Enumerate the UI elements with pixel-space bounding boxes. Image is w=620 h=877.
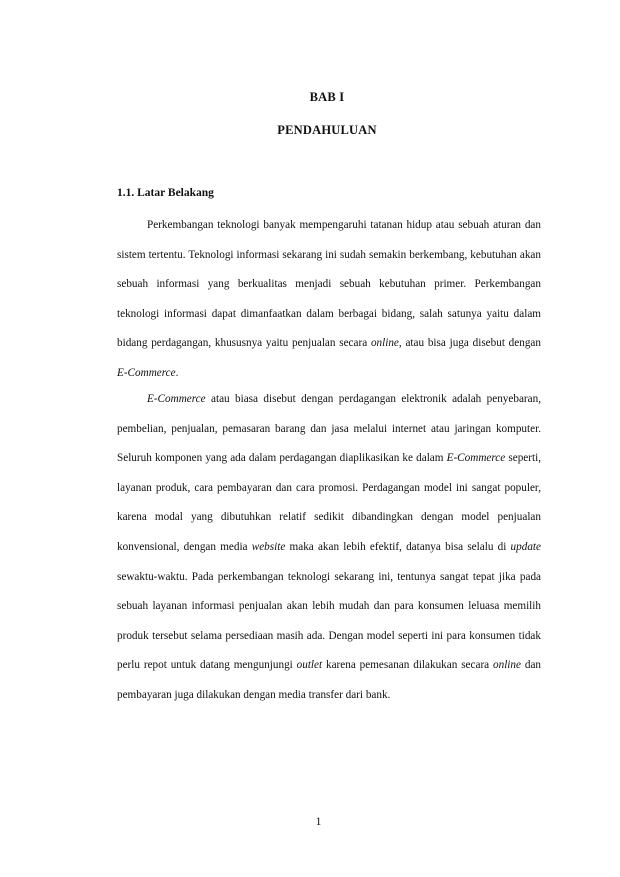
paragraph-text: Perkembangan teknologi banyak mempengaruhi tatanan hidup atau sebuah aturan dan sistem tertentu. Teknologi informasi sekarang ini sudah semakin berkembang, kebutuhan akan sebuah informasi yang berkualitas menjadi sebuah kebutuhan primer. Perkembangan teknologi informasi dapat dimanfaatkan dalam berbagai bidang, salah satunya yaitu dalam bidang perdagangan, khususnya yaitu penjualan secara (117, 219, 541, 350)
paragraph-text: atau biasa disebut dengan perdagangan elektronik adalah penyebaran, pembelian, penjualan, pemasaran barang dan jasa melalui internet atau jaringan komputer. Seluruh komponen yang ada dalam perdagangan diaplikasikan ke dalam (117, 393, 541, 465)
italic-term-outlet: outlet (296, 659, 323, 672)
paragraph-text: karena pemesanan dilakukan secara (322, 659, 494, 672)
section-heading: 1.1. Latar Belakang (117, 187, 214, 199)
italic-term-online: online (370, 337, 399, 350)
italic-term-update: update (510, 540, 541, 553)
italic-term-ecommerce: E-Commerce (147, 393, 206, 405)
italic-term-website: website (251, 540, 286, 553)
paragraph-text: seperti, layanan produk, cara pembayaran dan cara promosi. Perdagangan model ini sangat populer, karena modal yang dibutuhkan relatif sedikit dibandingkan dengan model penjualan konvensional, dengan media (117, 452, 541, 553)
paragraph-2 (117, 385, 541, 711)
paragraph-text: maka akan lebih efektif, datanya bisa selalu di (285, 540, 511, 553)
chapter-title: PENDAHULUAN (277, 123, 377, 137)
paragraph-text: , atau bisa juga disebut dengan (398, 337, 541, 350)
italic-term-online: online (493, 659, 521, 672)
paragraph-1 (117, 211, 541, 389)
paragraph-text: dan pembayaran juga dilakukan dengan media transfer dari bank. (117, 659, 541, 701)
italic-term-ecommerce: E-Commerce (446, 452, 506, 465)
italic-term-ecommerce: E-Commerce (117, 366, 176, 379)
chapter-number: BAB I (309, 90, 345, 104)
paragraph-text: . (175, 366, 179, 379)
page-number: 1 (315, 816, 322, 828)
paragraph-text: sewaktu-waktu. Pada perkembangan teknologi sekarang ini, tentunya sangat tepat jika pada sebuah layanan informasi penjualan akan lebih mudah dan para konsumen leluasa memilih produk tersebut selama persediaan masih ada. Dengan model seperti ini para konsumen tidak perlu repot untuk datang mengunjungi (117, 570, 541, 672)
